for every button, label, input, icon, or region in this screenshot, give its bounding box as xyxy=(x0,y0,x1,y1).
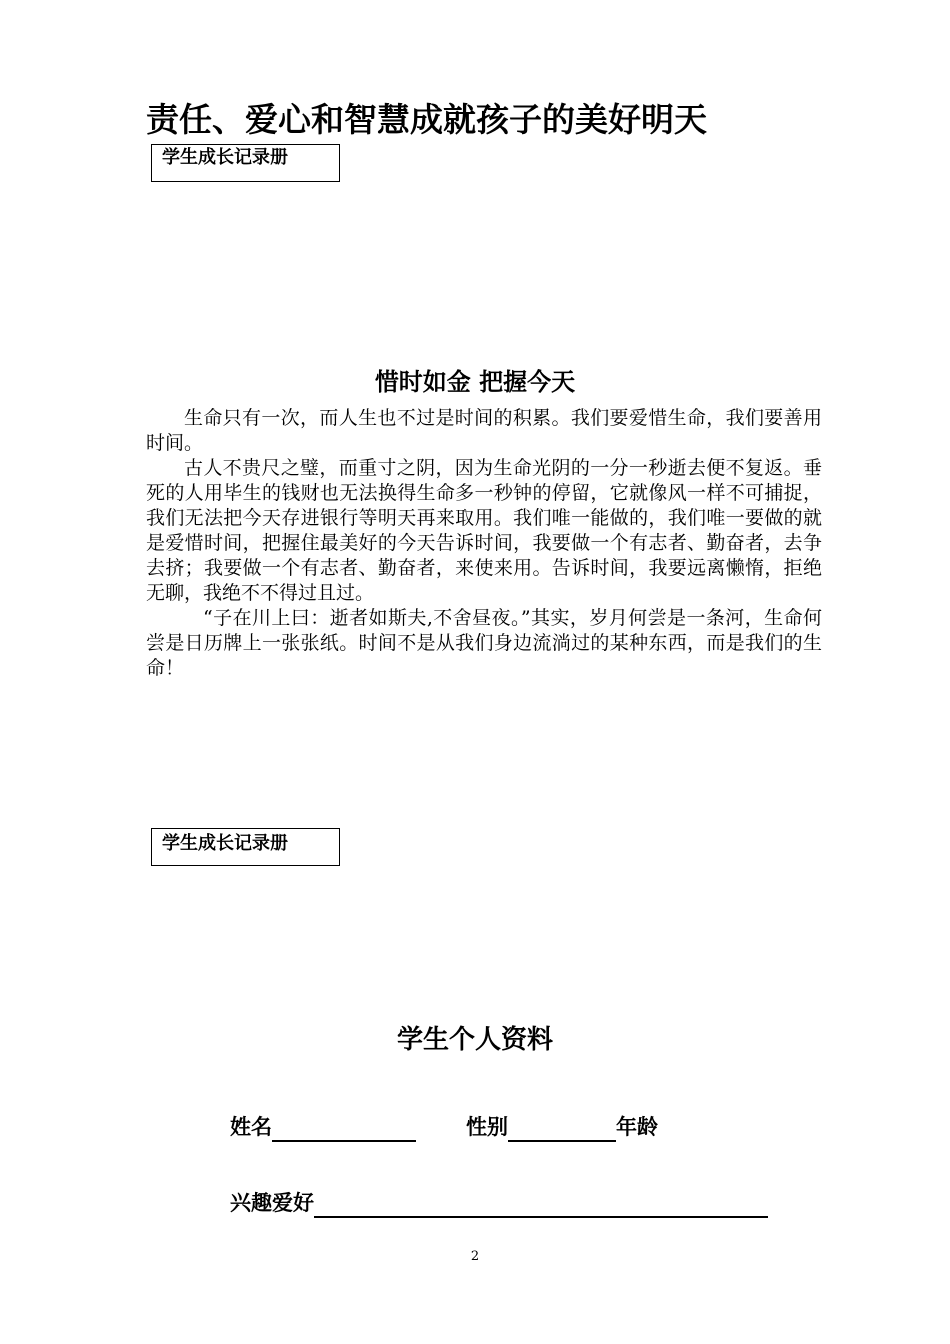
name-field[interactable] xyxy=(272,1116,416,1142)
profile-row-hobby xyxy=(230,1188,768,1218)
essay-title: 惜时如金 把握今天 xyxy=(374,368,576,396)
essay-paragraph: “子在川上曰：逝者如斯夫,不舍昼夜。”其实，岁月何尝是一条河，生命何尝是日历牌上一张张纸。时间不是从我们身边流淌过的某种东西，而是我们的生命！ xyxy=(146,607,822,679)
record-book-label-2: 学生成长记录册 xyxy=(151,828,340,866)
profile-title: 学生个人资料 xyxy=(396,1025,553,1055)
profile-row-basic xyxy=(230,1112,658,1142)
gender-label: 性别 xyxy=(466,1115,508,1139)
record-book-label: 学生成长记录册 xyxy=(151,144,340,182)
hobby-label: 兴趣爱好 xyxy=(230,1191,314,1215)
page-number: 2 xyxy=(470,1249,480,1264)
essay-paragraph: 生命只有一次，而人生也不过是时间的积累。我们要爱惜生命，我们要善用时间。 xyxy=(146,407,822,454)
page-title: 责任、爱心和智慧成就孩子的美好明天 xyxy=(146,100,707,139)
name-label: 姓名 xyxy=(230,1115,272,1139)
gender-field[interactable] xyxy=(508,1116,616,1142)
age-label: 年龄 xyxy=(616,1115,658,1139)
hobby-field[interactable] xyxy=(314,1192,768,1218)
essay-body xyxy=(146,406,822,681)
essay-paragraph: 古人不贵尺之璧，而重寸之阴，因为生命光阴的一分一秒逝去便不复返。垂死的人用毕生的钱财也无法换得生命多一秒钟的停留，它就像风一样不可捕捉，我们无法把今天存进银行等明天再来取用。我们唯一能做的，我们唯一要做的就是爱惜时间，把握住最美好的今天告诉时间，我要做一个有志者、勤奋者，去争去挤；我要做一个有志者、勤奋者，来使来用。告诉时间，我要远离懒惰，拒绝无聊，我绝不不得过且过。 xyxy=(146,457,822,604)
